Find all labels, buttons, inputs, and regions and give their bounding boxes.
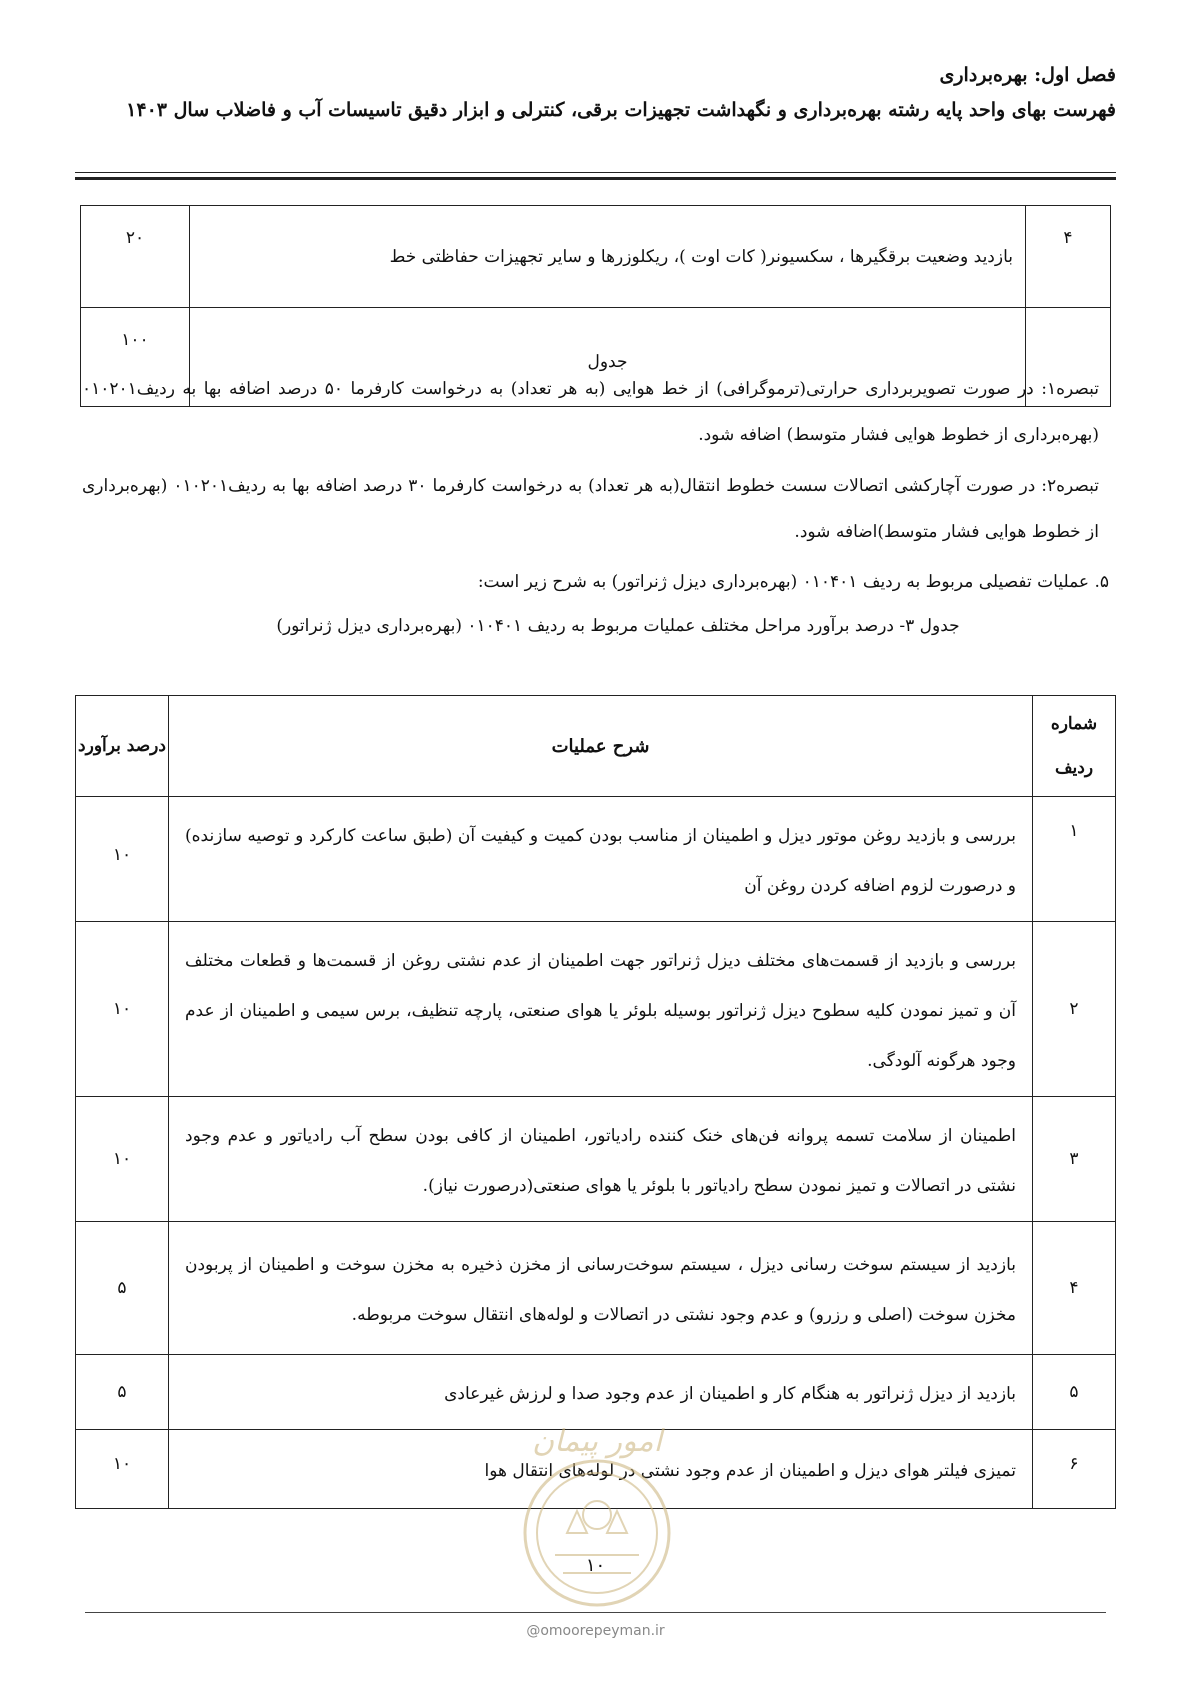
row-number: ۵ <box>1033 1355 1116 1430</box>
table-row <box>76 797 1116 922</box>
footer-website: @omoorepeyman.ir <box>526 1623 665 1639</box>
row-number: ۴ <box>1026 206 1111 308</box>
row-number: ۲ <box>1033 922 1116 1097</box>
row-number: ۱ <box>1033 797 1116 922</box>
table-row <box>76 1222 1116 1355</box>
header-percent: درصد برآورد <box>76 696 169 797</box>
header-rule-thick <box>75 177 1116 180</box>
header-row-number: شماره ردیف <box>1033 696 1116 797</box>
table-row <box>76 1097 1116 1222</box>
note-1: تبصره۱: در صورت تصویربرداری حرارتی(ترموگرافی) از خط هوایی (به هر تعداد) به درخواست کارفرما ۵۰ درصد اضافه بها به ردیف۰۱۰۲۰۱ (بهره‌برداری از خطوط هوایی فشار متوسط) اضافه شود. <box>82 379 1100 445</box>
table-row <box>81 206 1111 308</box>
row-description: بازدید از سیستم سوخت رسانی دیزل ، سیستم سوخت‌رسانی از مخزن ذخیره به مخزن سوخت و اطمینان از پربودن مخزن سوخت (اصلی و رزرو) و عدم وجود نشتی در اتصالات و لوله‌های انتقال سوخت مربوطه. <box>169 1222 1033 1355</box>
row-number: ۴ <box>1033 1222 1116 1355</box>
row-description: بررسی و بازدید از قسمت‌های مختلف دیزل ژنراتور جهت اطمینان از عدم نشتی روغن از قسمت‌ها و قطعات مختلف آن و تمیز نمودن کلیه سطوح دیزل ژنراتور بوسیله بلوئر یا هوای صنعتی، پارچه تنظیف، برس سیمی و اطمینان از عدم وجود هرگونه آلودگی. <box>169 922 1033 1097</box>
table-header-row <box>76 696 1116 797</box>
row-percent: ۵ <box>76 1355 169 1430</box>
row-percent: ۱۰ <box>76 1097 169 1222</box>
row-description: بازدید وضعیت برقگیرها ، سکسیونر( کات اوت )، ریکلوزرها و سایر تجهیزات حفاظتی خط <box>190 206 1026 308</box>
row-description: بررسی و بازدید روغن موتور دیزل و اطمینان از مناسب بودن کمیت و کیفیت آن (طبق ساعت کارکرد و توصیه سازنده) و درصورت لزوم اضافه کردن روغن آن <box>169 797 1033 922</box>
row-percent: ۱۰ <box>76 797 169 922</box>
seal-text: امور پیمان <box>532 1424 662 1459</box>
chapter-title: فصل اول: بهره‌برداری <box>939 64 1116 86</box>
row-percent: ۱۰ <box>76 922 169 1097</box>
header-rule-thin <box>75 172 1116 173</box>
table-caption: جدول ۳- درصد برآورد مراحل مختلف عملیات مربوط به ردیف ۰۱۰۴۰۱ (بهره‌برداری دیزل ژنراتور) <box>276 616 960 636</box>
footer-rule <box>85 1612 1106 1613</box>
page-number: ۱۰ <box>585 1555 606 1576</box>
seal-watermark-icon <box>505 1415 690 1620</box>
note-2: تبصره۲: در صورت آچارکشی اتصالات سست خطوط انتقال(به هر تعداد) به درخواست کارفرما ۳۰ درصد اضافه بها به ردیف۰۱۰۲۰۱ (بهره‌برداری از خطوط هوایی فشار متوسط)اضافه شود. <box>82 476 1100 542</box>
row-description: جدول <box>190 308 1026 407</box>
page-header <box>75 58 1116 128</box>
row-percent: ۲۰ <box>81 206 190 308</box>
header-description: شرح عملیات <box>169 696 1033 797</box>
row-number: ۳ <box>1033 1097 1116 1222</box>
row-number: ۶ <box>1033 1430 1116 1509</box>
row-percent: ۱۰۰ <box>81 308 190 407</box>
document-title: فهرست بهای واحد پایه رشته بهره‌برداری و نگهداشت تجهیزات برقی، کنترلی و ابزار دقیق تاسیسات آب و فاضلاب سال ۱۴۰۳ <box>126 99 1116 121</box>
row-percent: ۵ <box>76 1222 169 1355</box>
row-description: تمیزی فیلتر هوای دیزل و اطمینان از عدم وجود نشتی در لوله‌های انتقال هوا <box>169 1430 1033 1509</box>
row-percent: ۱۰ <box>76 1430 169 1509</box>
table-diesel-operations <box>75 695 1116 1509</box>
row-description: بازدید از دیزل ژنراتور به هنگام کار و اطمینان از عدم وجود صدا و لرزش غیرعادی <box>169 1355 1033 1430</box>
list-item-5: ۵. عملیات تفصیلی مربوط به ردیف ۰۱۰۴۰۱ (بهره‌برداری دیزل ژنراتور) به شرح زیر است: <box>477 572 1109 592</box>
table-row <box>76 922 1116 1097</box>
row-description: اطمینان از سلامت تسمه پروانه فن‌های خنک کننده رادیاتور، اطمینان از کافی بودن سطح آب رادیاتور و عدم وجود نشتی در اتصالات و تمیز نمودن سطح رادیاتور با بلوئر یا هوای صنعتی(درصورت نیاز). <box>169 1097 1033 1222</box>
